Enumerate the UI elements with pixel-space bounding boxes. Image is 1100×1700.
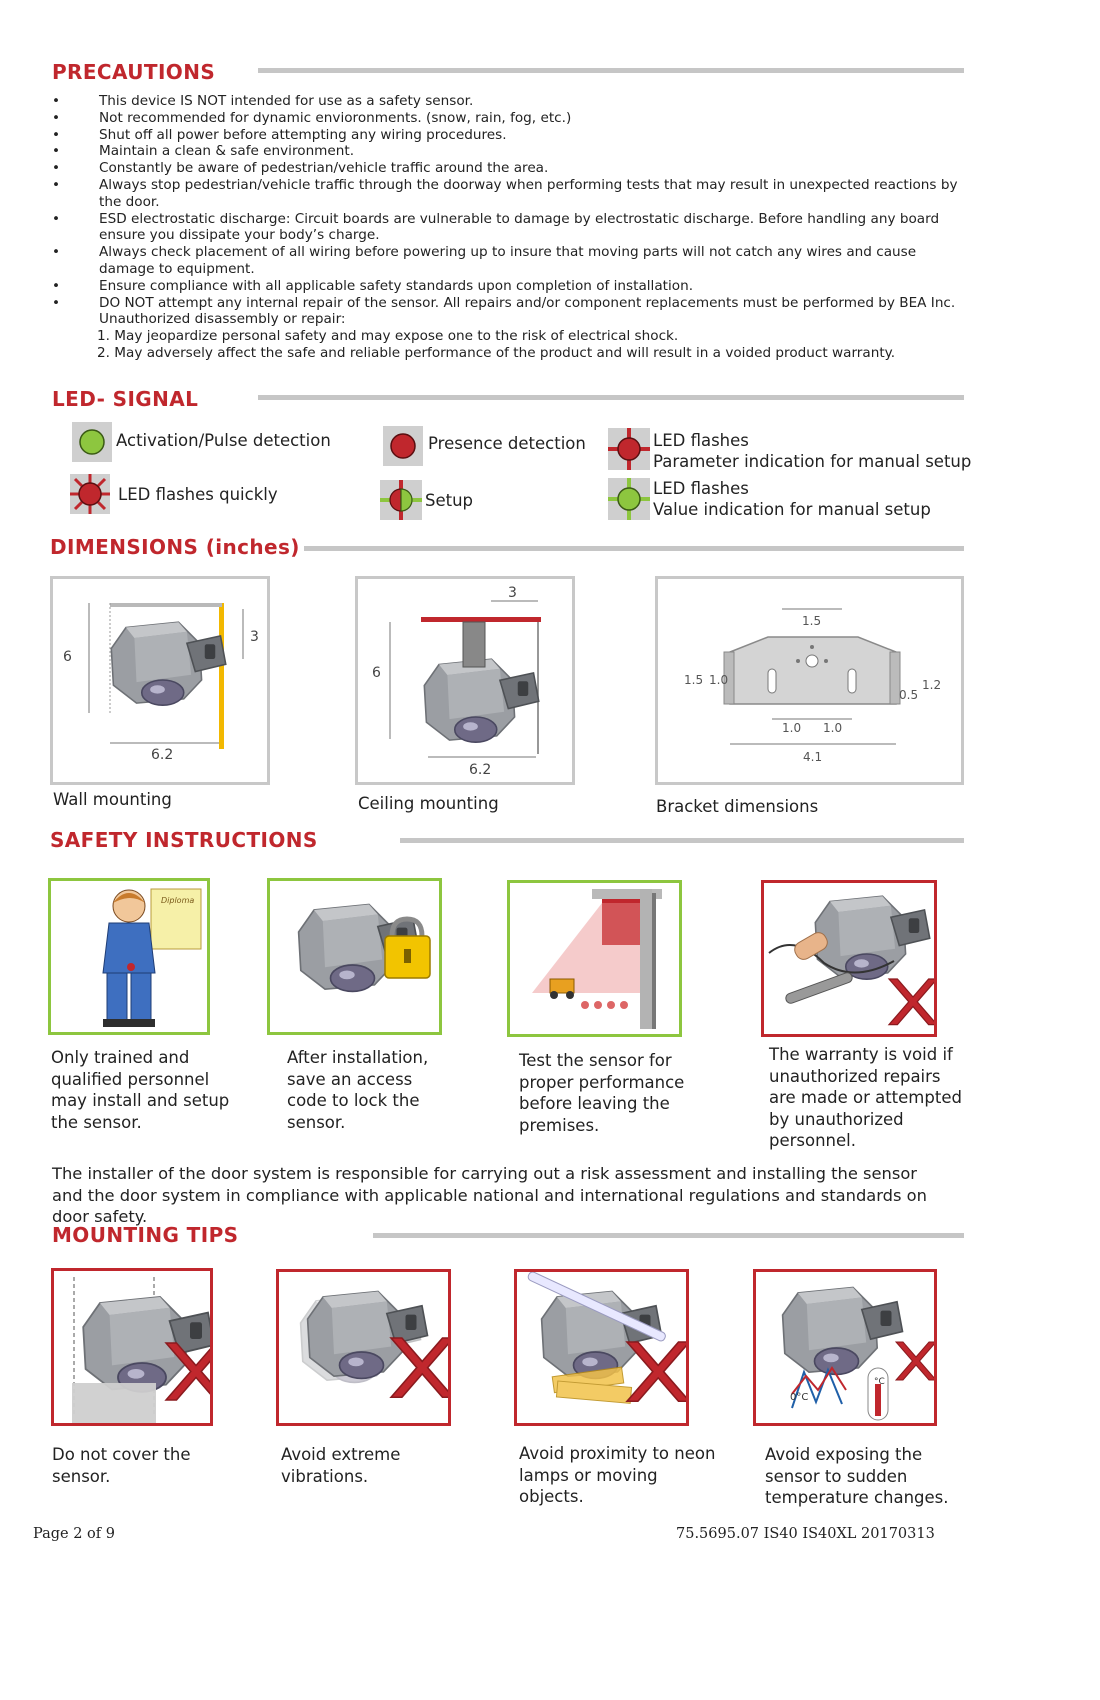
wall-width-label: 6.2 — [151, 747, 174, 763]
led-value-label-1: LED flashes — [653, 479, 749, 498]
precaution-text: Constantly be aware of pedestrian/vehicle traffic around the area. — [99, 160, 549, 177]
document-code: 75.5695.07 IS40 IS40XL 20170313 — [676, 1526, 935, 1542]
led-rule — [258, 395, 964, 400]
mounting-caption-neon: Avoid proximity to neon lamps or moving objects. — [519, 1444, 716, 1506]
precaution-text: Not recommended for dynamic envioronments. (snow, rain, fog, etc.) — [99, 109, 572, 126]
bullet: • — [52, 109, 61, 126]
safety-caption-lock: After installation, save an access code to lock the sensor. — [287, 1048, 429, 1132]
mounting-heading: MOUNTING TIPS — [52, 1223, 239, 1247]
list-item — [52, 211, 972, 245]
avoid-neon-image — [514, 1269, 689, 1426]
bullet: • — [52, 244, 61, 261]
list-subitem — [52, 345, 972, 362]
precautions-heading: PRECAUTIONS — [52, 60, 216, 84]
ceiling-height-label: 6 — [372, 665, 381, 681]
led-quick-label: LED flashes quickly — [118, 485, 278, 504]
bracket-right-inner-label: 0.5 — [899, 688, 919, 702]
safety-note: The installer of the door system is responsible for carrying out a risk assessment and installing the sensor and the door system in compliance with applicable national and international regulations and standards on door safety. — [52, 1164, 927, 1226]
bracket-overall-label: 4.1 — [803, 750, 823, 764]
led-presence-label: Presence detection — [428, 434, 586, 453]
dimensions-heading: DIMENSIONS (inches) — [50, 535, 300, 559]
bullet: • — [52, 126, 61, 143]
list-item — [52, 295, 972, 329]
bullet: • — [52, 294, 61, 311]
bullet: • — [52, 277, 61, 294]
wall-height-label: 6 — [63, 649, 72, 665]
bullet: • — [52, 93, 61, 109]
ceiling-top-label: 3 — [508, 585, 517, 601]
green-led-flash-icon — [608, 478, 650, 520]
led-param-label-1: LED flashes — [653, 431, 749, 450]
list-item — [52, 278, 972, 295]
red-led-quick-flash-icon — [70, 474, 110, 514]
precaution-text: Always check placement of all wiring before powering up to insure that moving parts will not catch any wires and cause damage to equipment. — [99, 244, 917, 277]
led-activation-label: Activation/Pulse detection — [116, 431, 331, 450]
test-sensor-image — [507, 880, 682, 1037]
page-number: Page 2 of 9 — [33, 1526, 115, 1542]
avoid-temperature-image — [753, 1269, 937, 1426]
green-led-icon — [72, 422, 112, 462]
list-item — [52, 160, 972, 177]
warranty-void-image — [761, 880, 937, 1037]
led-value-label-2: Value indication for manual setup — [653, 500, 931, 519]
bullet: • — [52, 160, 61, 177]
bullet: • — [52, 176, 61, 193]
safety-rule — [400, 838, 964, 843]
bracket-slot-left-label: 1.0 — [782, 721, 802, 735]
list-subitem — [52, 328, 972, 345]
mounting-caption-temperature: Avoid exposing the sensor to sudden temperature changes. — [765, 1445, 949, 1507]
precaution-text: Shut off all power before attempting any wiring procedures. — [99, 126, 507, 143]
list-item — [52, 110, 972, 127]
dimensions-rule — [304, 546, 964, 551]
safety-caption-test: Test the sensor for proper performance before leaving the premises. — [519, 1051, 685, 1135]
red-led-flash-icon — [608, 428, 650, 470]
trained-personnel-image — [48, 878, 210, 1035]
wall-top-label: 3 — [250, 629, 259, 645]
precautions-rule — [258, 68, 964, 73]
bracket-caption: Bracket dimensions — [656, 797, 819, 816]
led-setup-label: Setup — [425, 491, 474, 510]
precaution-text: DO NOT attempt any internal repair of the sensor. All repairs and/or component replacements must be performed by BEA Inc. Unauthorized disassembly or repair: — [99, 294, 956, 328]
avoid-vibrations-image — [276, 1269, 451, 1426]
red-led-icon — [383, 426, 423, 466]
precaution-text: Always stop pedestrian/vehicle traffic through the doorway when performing tests that may result in unexpected reactions by the door. — [99, 176, 958, 210]
wall-mount-caption: Wall mounting — [53, 790, 172, 809]
led-param-label-2: Parameter indication for manual setup — [653, 452, 972, 471]
setup-led-icon — [380, 480, 422, 520]
precaution-text: ESD electrostatic discharge: Circuit boards are vulnerable to damage by electrostatic discharge. Before handling any board ensure you dissipate your body’s charge. — [99, 210, 940, 244]
mounting-caption-cover: Do not cover the sensor. — [52, 1445, 191, 1486]
list-item — [52, 177, 972, 211]
precaution-subtext: 1. May jeopardize personal safety and may expose one to the risk of electrical shock. — [97, 328, 679, 345]
do-not-cover-image — [51, 1268, 213, 1426]
mounting-caption-vibrations: Avoid extreme vibrations. — [281, 1445, 401, 1486]
ceiling-mount-diagram — [355, 576, 575, 785]
bracket-left-inner-label: 1.0 — [709, 673, 729, 687]
precaution-text: Maintain a clean & safe environment. — [99, 143, 355, 160]
bracket-diagram — [655, 576, 964, 785]
bracket-right-outer-label: 1.2 — [922, 678, 942, 692]
list-item — [52, 244, 972, 278]
safety-caption-trained: Only trained and qualified personnel may install and setup the sensor. — [51, 1048, 230, 1132]
mounting-rule — [373, 1233, 964, 1238]
bullet: • — [52, 210, 61, 227]
temp-zero-label: 0°C — [790, 1392, 809, 1403]
precaution-text: Ensure compliance with all applicable safety standards upon completion of installation. — [99, 277, 694, 294]
bullet: • — [52, 143, 61, 160]
bracket-left-outer-label: 1.5 — [684, 673, 704, 687]
list-item — [52, 143, 972, 160]
safety-heading: SAFETY INSTRUCTIONS — [50, 828, 318, 852]
ceiling-width-label: 6.2 — [469, 762, 492, 778]
led-heading: LED- SIGNAL — [52, 387, 199, 411]
precaution-text: This device IS NOT intended for use as a safety sensor. — [99, 93, 474, 109]
bracket-slot-right-label: 1.0 — [823, 721, 843, 735]
ceiling-mount-caption: Ceiling mounting — [358, 794, 499, 813]
bracket-center-label: 1.5 — [802, 614, 822, 628]
precaution-subtext: 2. May adversely affect the safe and reliable performance of the product and will result in a voided product warranty. — [97, 344, 896, 361]
access-code-lock-image — [267, 878, 442, 1035]
list-item — [52, 127, 972, 144]
temp-unit-label: °C — [874, 1377, 885, 1387]
list-item — [52, 93, 972, 110]
diploma-text: Diploma — [161, 896, 195, 905]
wall-mount-diagram — [50, 576, 270, 785]
safety-caption-warranty: The warranty is void if unauthorized repairs are made or attempted by unauthorized personnel. — [769, 1045, 962, 1150]
precautions-list — [52, 93, 972, 362]
